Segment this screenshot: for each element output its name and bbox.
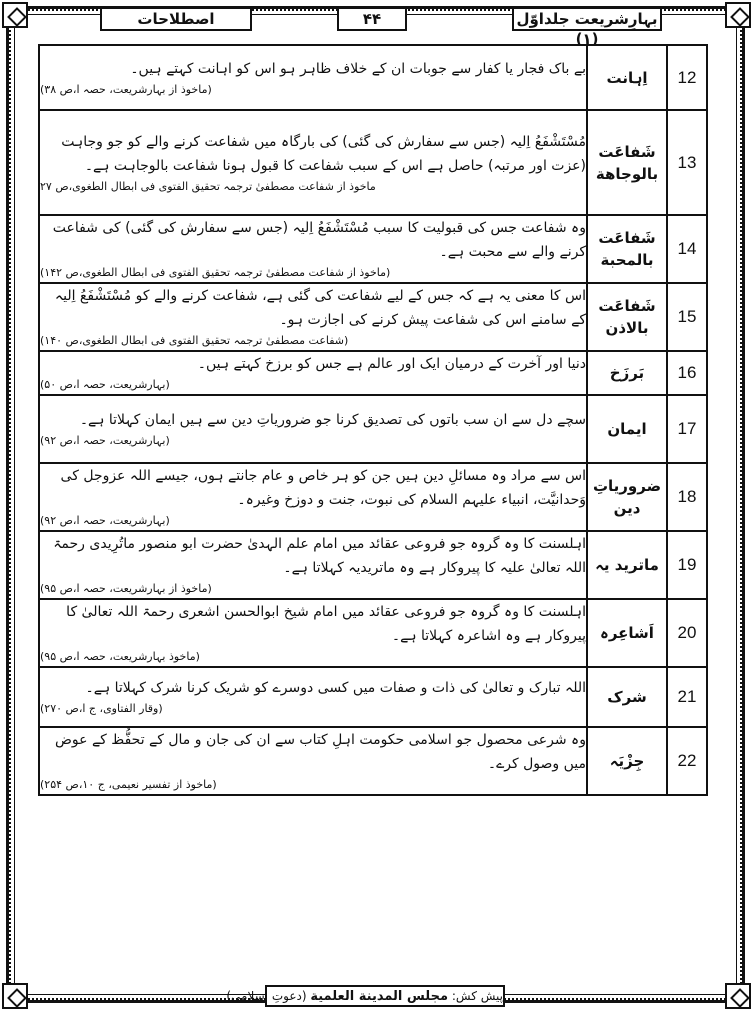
entry-term: شَفاعَت بالوجاھة bbox=[587, 110, 667, 215]
entry-definition-cell bbox=[39, 395, 587, 463]
corner-ornament bbox=[725, 2, 751, 28]
entry-number: 22 bbox=[667, 727, 707, 795]
entry-definition: اس سے مراد وہ مسائلِ دین ہیں جن کو ہر خاص و عام جانتے ہوں، جیسے اللہ عزوجل کی وَحدانیَّت، انبیاء علیہم السلام کی نبوت، جنت و دوزخ وغیرہ۔ bbox=[60, 468, 586, 508]
entry-definition-cell bbox=[39, 283, 587, 351]
entry-number: 12 bbox=[667, 45, 707, 110]
entry-number: 16 bbox=[667, 351, 707, 395]
corner-ornament bbox=[2, 983, 28, 1009]
entry-source: (بہارشریعت، حصہ ا،ص ۹۲) bbox=[40, 514, 170, 527]
entry-term: شَفاعَت بالاذن bbox=[587, 283, 667, 351]
entry-number: 14 bbox=[667, 215, 707, 283]
entry-term: جِزْیَہ bbox=[587, 727, 667, 795]
entry-source: (ماخوذ از بہارشریعت، حصہ ا،ص ۳۸) bbox=[40, 82, 212, 96]
table-row bbox=[39, 351, 707, 395]
entry-source: (بہارشریعت، حصہ ا،ص ۵۰) bbox=[40, 378, 170, 391]
table-row bbox=[39, 599, 707, 667]
entry-definition-cell bbox=[39, 531, 587, 599]
entry-term: ایمان bbox=[587, 395, 667, 463]
table-row bbox=[39, 395, 707, 463]
entry-definition-cell bbox=[39, 599, 587, 667]
page-number: ۴۴ bbox=[337, 7, 407, 31]
entry-definition-cell bbox=[39, 215, 587, 283]
table-row bbox=[39, 215, 707, 283]
glossary-table bbox=[38, 44, 708, 796]
entry-source: (وقار الفتاوی، ج ا،ص ۲۷۰) bbox=[40, 702, 163, 715]
entry-definition-cell bbox=[39, 110, 587, 215]
section-title: اصطلاحات bbox=[100, 7, 252, 31]
entry-term: بَرزَخ bbox=[587, 351, 667, 395]
entry-definition: اللہ تبارک و تعالیٰ کی ذات و صفات میں کسی دوسرے کو شریک کرنا شرک کہلاتا ہے۔ bbox=[85, 680, 586, 696]
entry-definition: اس کا معنی یہ ہے کہ جس کے لیے شفاعت کی گئی ہے، شفاعت کرنے والے کو مُسْتَشْفَعُ اِلیہ کے سامنے اس کی شفاعت پیش کرنے کی اجازت ہو۔ bbox=[54, 288, 586, 328]
entry-definition-cell bbox=[39, 45, 587, 110]
table-row bbox=[39, 463, 707, 531]
entry-source: (ماخوذ از تفسیر نعیمی، ج ۱۰،ص ۲۵۴) bbox=[40, 778, 217, 791]
table-row bbox=[39, 110, 707, 215]
entry-number: 13 bbox=[667, 110, 707, 215]
entry-definition-cell bbox=[39, 351, 587, 395]
footer-note: (دعوتِ اسلامی) bbox=[226, 989, 307, 1003]
entry-source: (ماخوذ بہارشریعت، حصہ ا،ص ۹۵) bbox=[40, 650, 200, 663]
entry-definition-cell bbox=[39, 667, 587, 727]
entry-term: اَشاعِرہ bbox=[587, 599, 667, 667]
entry-term: شرک bbox=[587, 667, 667, 727]
entry-number: 21 bbox=[667, 667, 707, 727]
entry-number: 17 bbox=[667, 395, 707, 463]
entry-definition: سچے دل سے ان سب باتوں کی تصدیق کرنا جو ضروریاتِ دین سے ہیں ایمان کہلاتا ہے۔ bbox=[79, 412, 586, 428]
entry-term: ضروریاتِ دین bbox=[587, 463, 667, 531]
table-row bbox=[39, 531, 707, 599]
entry-source: (شفاعت مصطفیٰ ترجمہ تحقیق الفتوی فی ابطال الطغوی،ص ۱۴۰) bbox=[40, 334, 349, 347]
entry-definition: اہلسنت کا وہ گروہ جو فروعی عقائد میں امام علم الہدیٰ حضرت ابو منصور ماتُرِیدی رحمۃ اللہ تعالیٰ علیہ کا پیروکار ہے وہ ماتریدیہ کہلاتا ہے۔ bbox=[53, 536, 586, 576]
entry-source: (ماخوذ از بہارشریعت، حصہ ا،ص ۹۵) bbox=[40, 582, 212, 595]
entry-definition: وہ شفاعت جس کی قبولیت کا سبب مُسْتَشْفَعُ اِلیہ (جس سے سفارش کی گئی) کی شفاعت کرنے والے سے محبت ہے۔ bbox=[52, 220, 586, 260]
entry-definition: بے باک فجار یا کفار سے جوبات ان کے خلاف ظاہر ہو اس کو اہانت کہتے ہیں۔ bbox=[130, 60, 586, 77]
entry-term: شَفاعَت بالمحبة bbox=[587, 215, 667, 283]
corner-ornament bbox=[2, 2, 28, 28]
entry-definition-cell bbox=[39, 727, 587, 795]
table-row bbox=[39, 283, 707, 351]
entry-number: 18 bbox=[667, 463, 707, 531]
corner-ornament bbox=[725, 983, 751, 1009]
footer-publisher-name: مجلس المدینة العلمیة bbox=[310, 989, 449, 1004]
entry-definition-cell bbox=[39, 463, 587, 531]
entry-term: ماترید یہ bbox=[587, 531, 667, 599]
entry-source: (بہارشریعت، حصہ ا،ص ۹۲) bbox=[40, 434, 170, 447]
table-row bbox=[39, 45, 707, 110]
entry-source: (ماخوذ از شفاعت مصطفیٰ ترجمہ تحقیق الفتوی فی ابطال الطغوی،ص ۱۴۲) bbox=[40, 266, 391, 279]
entry-source: ماخوذ از شفاعت مصطفیٰ ترجمہ تحقیق الفتوی فی ابطال الطغوی،ص ۲۷ bbox=[40, 179, 376, 193]
entry-number: 20 bbox=[667, 599, 707, 667]
entry-definition: دنیا اور آخرت کے درمیان ایک اور عالم ہے جس کو برزخ کہتے ہیں۔ bbox=[197, 356, 586, 372]
entry-definition: اہلسنت کا وہ گروہ جو فروعی عقائد میں امام شیخ ابوالحسن اشعری رحمۃ اللہ تعالیٰ کا پیروکار ہے وہ اشاعرہ کہلاتا ہے۔ bbox=[66, 604, 586, 644]
entry-definition: مُسْتَشْفَعُ اِلیہ (جس سے سفارش کی گئی) کی بارگاہ میں شفاعت کرنے والے کو جو وجاہت (عزت اور مرتبہ) حاصل ہے اس کے سبب شفاعت کا قبول ہونا شفاعت بالوجاہت ہے۔ bbox=[61, 133, 586, 174]
table-row bbox=[39, 727, 707, 795]
table-row bbox=[39, 667, 707, 727]
entry-definition: وہ شرعی محصول جو اسلامی حکومت اہلِ کتاب سے ان کی جان و مال کے تحفُّظ کے عوض میں وصول کرے۔ bbox=[55, 732, 586, 772]
footer-publisher bbox=[226, 985, 505, 1007]
entry-term: اِہانت bbox=[587, 45, 667, 110]
entry-number: 15 bbox=[667, 283, 707, 351]
book-title: بہارِشریعت جلداوّل (۱) bbox=[512, 7, 662, 31]
entry-number: 19 bbox=[667, 531, 707, 599]
footer-presented-by: پیش کش: bbox=[451, 989, 503, 1003]
